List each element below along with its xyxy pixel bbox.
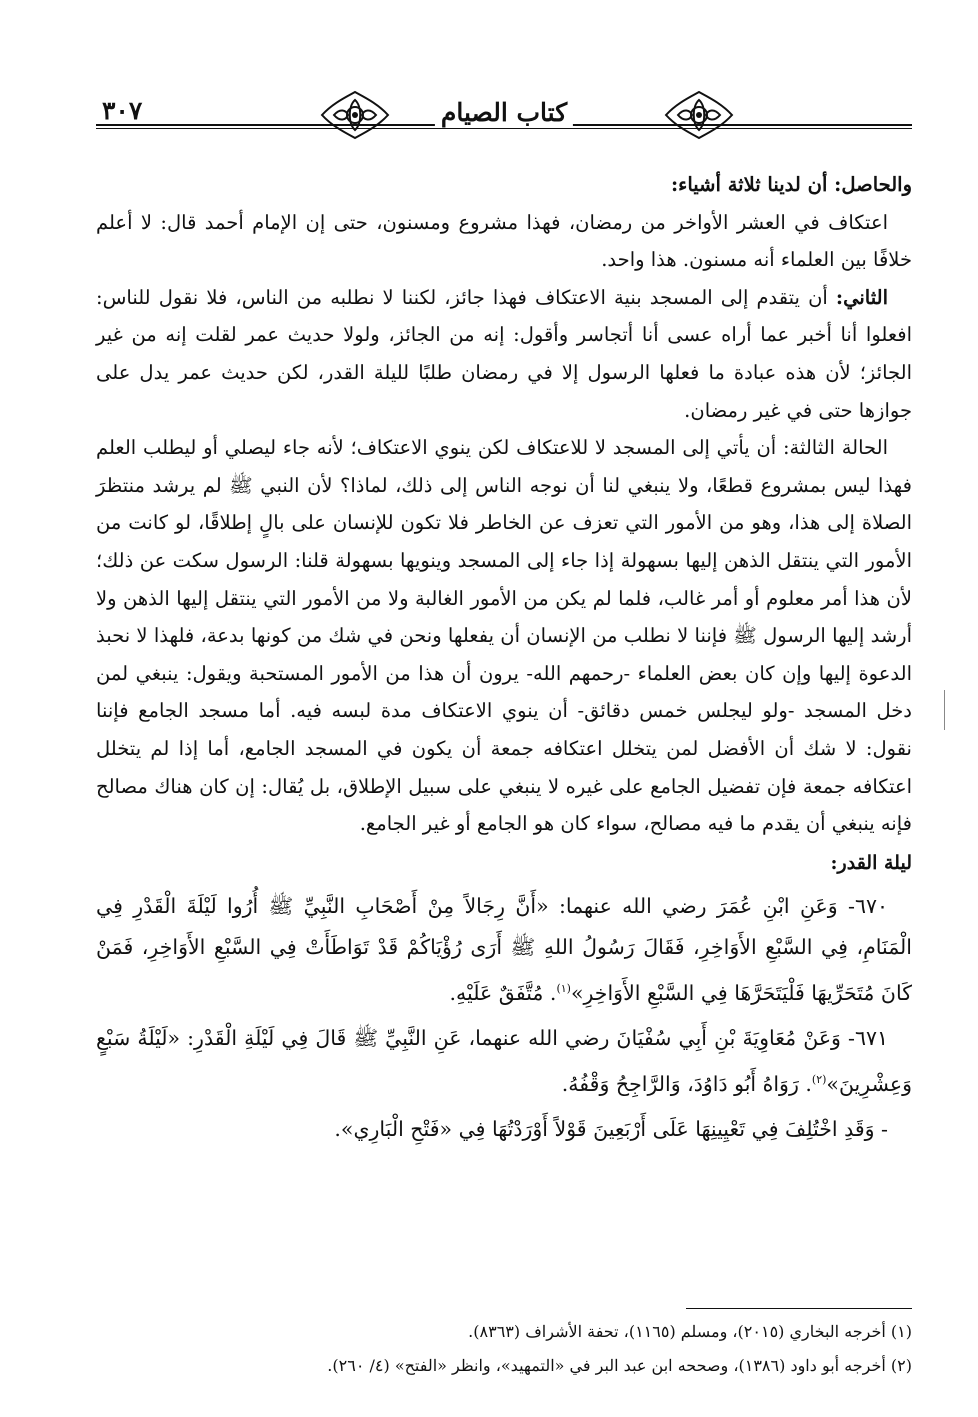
paragraph-third: الحالة الثالثة: أن يأتي إلى المسجد لا للاعتكاف لكن ينوي الاعتكاف؛ لأنه جاء ليصلي أو ليطلب العلم فهذا ليس بمشروع قطعًا، ولا ينبغي لنا أن نوجه الناس إلى ذلك، لماذا؟ لأن النبي ﷺ لم يرشد منتظرَ الصلاة إلى هذا، وهو من الأمور التي تعزف عن الخاطر فلا تكون للإنسان على بالٍ إطلاقًا، لو كانت من الأمور التي ينتقل الذهن إليها بسهولة إذا جاء إلى المسجد وينويها بسهولة قلنا: الرسول سكت عن ذلك؛ لأن هذا أمر معلوم أو أمر غالب، فلما لم يكن من الأمور الغالبة ولا من الأمور التي ينتقل إليها الذهن ولا أرشد إليها الرسول ﷺ فإننا لا نطلب من الإنسان أن يفعلها ونحن في شك من كونها بدعة، فلهذا لا نحبذ الدعوة إليها وإن كان بعض العلماء -رحمهم الله- يرون أن هذا من الأمور المستحبة ويقول: ينبغي لمن دخل المسجد -ولو ليجلس خمس دقائق- أن ينوي الاعتكاف مدة لبسه فيه. أما مسجد الجامع فإننا نقول: لا شك أن الأفضل لمن يتخلل اعتكافه جمعة أن يكون في المسجد الجامع، أما إذا لم يتخلل اعتكافه جمعة فإن تفضيل الجامع على غيره لا ينبغي على سبيل الإطلاق، بل يُقال: إن كان هناك مصالح فإنه ينبغي أن يقدم ما فيه مصالح، سواء كان هو الجامع أو غير الجامع. xyxy=(96,436,912,836)
hadith-670-source: . مُتَّفَقٌ عَلَيْهِ. xyxy=(449,981,557,1006)
summary-lead: والحاصل: أن لدينا ثلاثة أشياء: xyxy=(670,173,912,196)
book-page xyxy=(96,88,912,1398)
footnote-2: (٢) أخرجه أبو داود (١٣٨٦)، وصححه ابن عبد البر في «التمهيد»، وانظر «الفتح» (٤/ ٢٦٠). xyxy=(327,1356,912,1375)
footnote-rule xyxy=(686,1308,912,1309)
paragraph-first: اعتكاف في العشر الأواخر من رمضان، فهذا مشروع ومسنون، حتى إن الإمام أحمد قال: لا أعلم خلافًا بين العلماء أنه مسنون. هذا واحد. xyxy=(96,210,912,272)
footnotes xyxy=(96,1308,912,1383)
hadith-670 xyxy=(96,886,912,1014)
paragraph-second xyxy=(96,279,912,429)
header-rule-thin xyxy=(96,128,912,129)
floral-ornament-icon xyxy=(318,88,392,142)
section-heading: ليلة القدر: xyxy=(830,851,912,874)
hadith-note: - وَقَدِ اخْتُلِفَ فِي تَعْيِينِهَا عَلَى أَرْبَعِينَ قَوْلاً أَوْرَدْتُهَا فِي «فَتْحِ الْبَارِي». xyxy=(334,1116,888,1141)
main-text xyxy=(96,166,912,1150)
hadith-671 xyxy=(96,1018,912,1105)
floral-ornament-icon xyxy=(662,88,736,142)
hadith-671-source: . رَوَاهُ أَبُو دَاوُدَ، وَالرَّاجِحُ وَقْفُهُ. xyxy=(561,1071,812,1096)
hadith-671-text: ٦٧١- وَعَنْ مُعَاوِيَةَ بْنِ أَبِي سُفْيَانَ رضي الله عنهما، عَنِ النَّبِيِّ ﷺ قَالَ فِي لَيْلَةِ الْقَدْرِ: «لَيْلَةُ سَبْعٍ وَعِشْرِينَ» xyxy=(96,1026,912,1096)
chapter-title: كتاب الصيام xyxy=(435,98,573,127)
margin-mark xyxy=(944,690,945,730)
hadith-670-text: ٦٧٠- وَعَنِ ابْنِ عُمَرَ رضي الله عنهما: «أَنَّ رِجَالاً مِنْ أَصْحَابِ النَّبِيِّ ﷺ أُرُوا لَيْلَةَ الْقَدْرِ فِي الْمَنَامِ، فِي السَّبْعِ الأَوَاخِرِ، فَقَالَ رَسُولُ اللهِ ﷺ أَرَى رُؤْيَاكُمْ قَدْ تَوَاطَأَتْ فِي السَّبْعِ الأَوَاخِرِ، فَمَنْ كَانَ مُتَحَرِّيهَا فَلْيَتَحَرَّهَا فِي السَّبْعِ الأَوَاخِرِ» xyxy=(96,894,912,1006)
footnote-1: (١) أخرجه البخاري (٢٠١٥)، ومسلم (١١٦٥)، تحفة الأشراف (٨٣٦٣). xyxy=(468,1322,912,1341)
footnote-ref-1: (١) xyxy=(556,982,571,996)
page-header xyxy=(96,88,912,148)
footnote-ref-2: (٢) xyxy=(811,1073,827,1087)
paragraph-summary xyxy=(96,166,912,204)
page-number: ٣٠٧ xyxy=(102,96,143,125)
second-text: أن يتقدم إلى المسجد بنية الاعتكاف فهذا جائز، لكننا لا نطلبه من الناس، فلا نقول للناس: افعلوا أنا أخبر عما أراه عسى أنا أتجاسر وأقول: إنه من الجائز، ولولا حديث عمر لقلت إنه من غير الجائز؛ لأن هذه عبادة ما فعلها الرسول إلا في رمضان طلبًا لليلة القدر، لكن حديث عمر يدل على جوازها حتى في غير رمضان. xyxy=(96,285,912,422)
second-lead: الثاني: xyxy=(835,285,888,309)
